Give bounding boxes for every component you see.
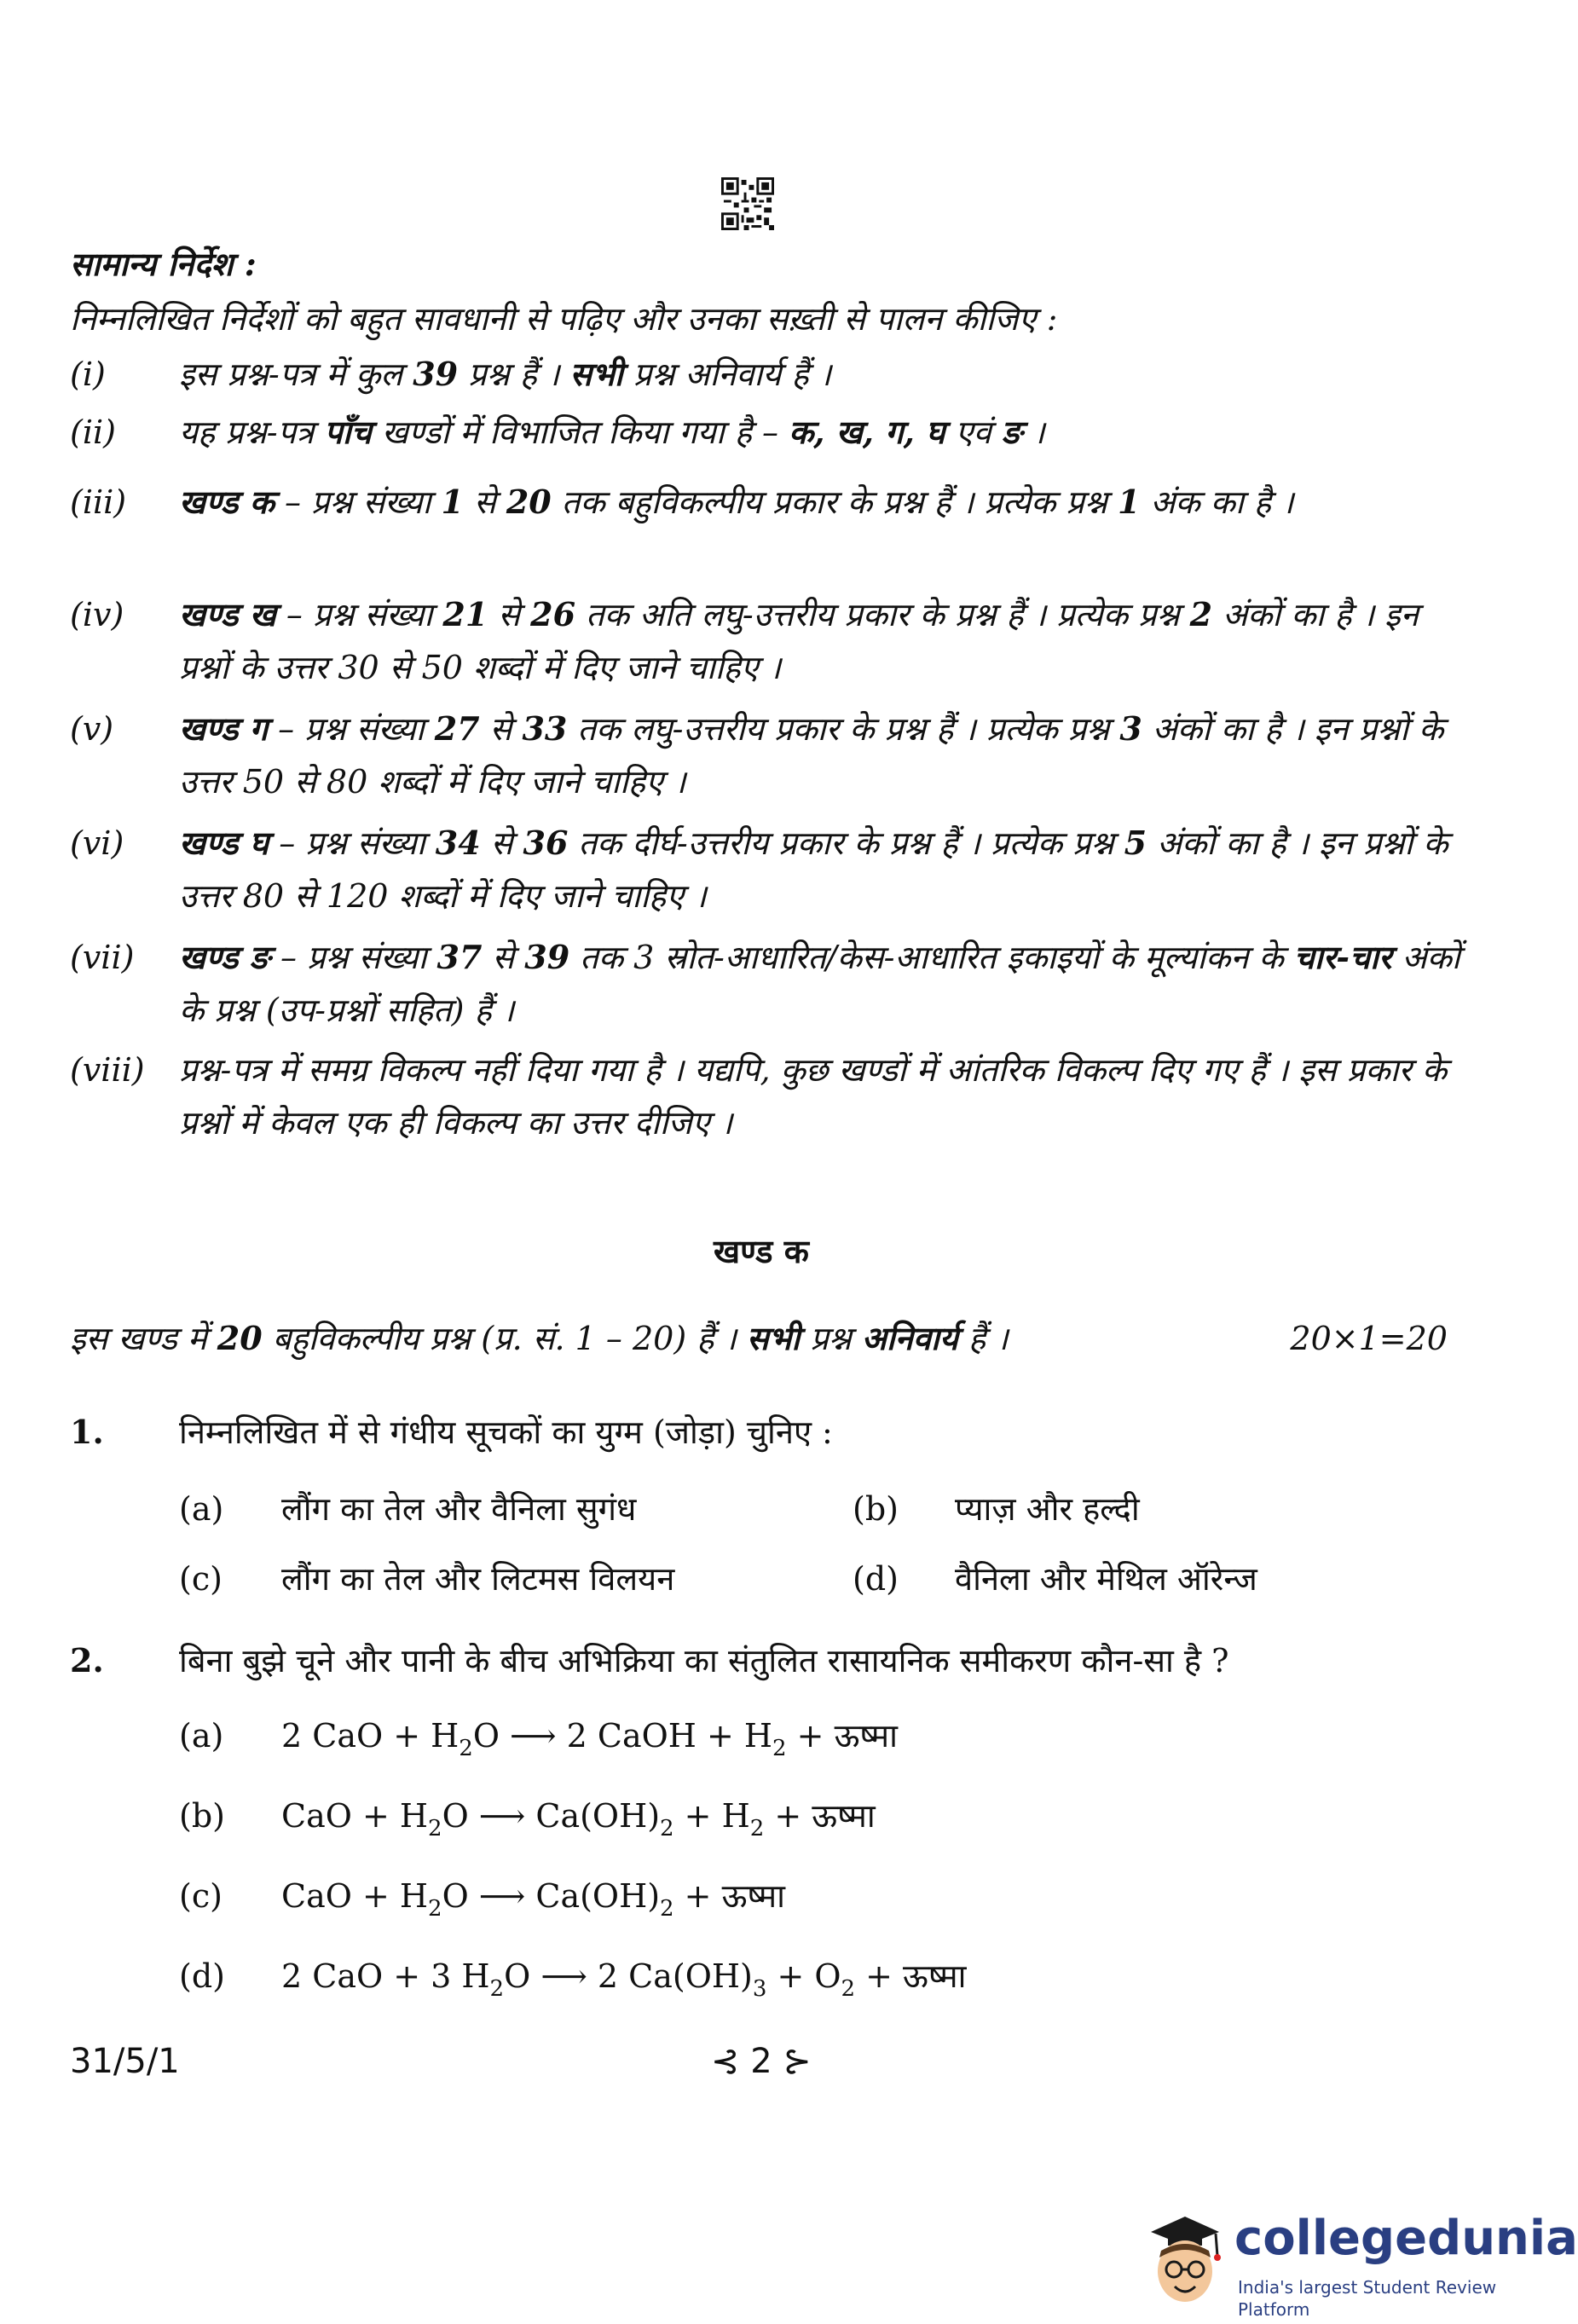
emphasis-text: क, ख, ग, घ xyxy=(789,413,945,451)
question-number: 2. xyxy=(70,1641,104,1679)
text-run: अंकों का है । इन प्रश्नों के उत्तर 80 से 120 शब्दों में दिए जाने चाहिए । xyxy=(179,824,1448,915)
instruction-text xyxy=(179,1043,1468,1149)
instruction-text xyxy=(179,348,1468,401)
text-run: से xyxy=(480,824,523,862)
section-marks: 20×1=20 xyxy=(1290,1320,1448,1357)
question-text: निम्नलिखित में से गंधीय सूचकों का युग्म (जोड़ा) चुनिए : xyxy=(179,1413,833,1451)
emphasis-text: खण्ड ख xyxy=(179,595,276,633)
emphasis-text: 21 xyxy=(442,595,488,633)
brand-name: collegedunia xyxy=(1234,2211,1578,2266)
instruction-text xyxy=(179,702,1468,808)
q2-option-d xyxy=(179,1951,966,2002)
emphasis-text: सभी xyxy=(746,1319,801,1357)
brand-tagline: India's largest Student Review Platform xyxy=(1238,2277,1497,2320)
emphasis-text: 34 xyxy=(435,824,481,862)
emphasis-text: चार-चार xyxy=(1293,938,1392,976)
emphasis-text: 39 xyxy=(413,355,459,393)
option-text: वैनिला और मेथिल ऑरेन्ज xyxy=(955,1560,1257,1598)
text-run: – प्रश्न संख्या xyxy=(268,710,435,748)
instructions-title: सामान्य निर्देश : xyxy=(70,245,257,283)
option-equation: 2 CaO + $H_2O$ ⟶ 2 CaOH + $H_2$ + ऊष्मा xyxy=(281,1717,898,1761)
emphasis-text: 5 xyxy=(1124,824,1147,862)
emphasis-text: सभी xyxy=(569,355,623,393)
text-run: अंकों का है । इन प्रश्नों के उत्तर 30 से 50 शब्दों में दिए जाने चाहिए । xyxy=(179,596,1419,686)
instruction-number: (viii) xyxy=(70,1051,145,1089)
emphasis-text: पाँच xyxy=(324,413,372,451)
instruction-text xyxy=(179,931,1468,1037)
text-run: प्रश्न हैं । xyxy=(458,356,570,393)
mascot-icon xyxy=(1134,2208,1228,2310)
section-title: खण्ड क xyxy=(714,1232,809,1270)
text-run: – प्रश्न संख्या xyxy=(269,824,436,862)
emphasis-text: 20 xyxy=(506,483,552,521)
q2-option-b xyxy=(179,1790,876,1841)
instruction-number: (v) xyxy=(70,710,114,748)
text-run: तक लघु-उत्तरीय प्रकार के प्रश्न हैं । प्रत्येक प्रश्न xyxy=(567,710,1120,748)
emphasis-text: 26 xyxy=(530,595,576,633)
text-run: प्रश्न अनिवार्य हैं । xyxy=(622,356,832,393)
section-intro xyxy=(70,1313,1451,1364)
emphasis-text: 27 xyxy=(434,709,480,748)
option-label: (b) xyxy=(853,1490,899,1528)
text-run: बहुविकल्पीय प्रश्न (प्र. सं. 1 – 20) हैं । xyxy=(262,1320,747,1357)
text-run: प्रश्न-पत्र में समग्र विकल्प नहीं दिया गया है । यद्यपि, कुछ खण्डों में आंतरिक विकल्प दिए गए हैं । इस प्रकार के प्रश्नों में केवल एक ही विकल्प का उत्तर दीजिए । xyxy=(179,1051,1448,1142)
q2-option-a xyxy=(179,1710,898,1761)
option-equation: 2 CaO + 3 $H_2O$ ⟶ 2 $Ca(OH)_3 + O_2$ + ऊष्मा xyxy=(281,1957,967,2002)
instruction-number: (iii) xyxy=(70,483,127,521)
question-text: बिना बुझे चूने और पानी के बीच अभिक्रिया का संतुलित रासायनिक समीकरण कौन-सा है ? xyxy=(179,1642,1229,1679)
instruction-number: (ii) xyxy=(70,413,116,451)
emphasis-text: 2 xyxy=(1189,595,1213,633)
option-label: (c) xyxy=(179,1560,223,1598)
instruction-number: (vii) xyxy=(70,939,135,976)
text-run: । xyxy=(1022,413,1045,451)
emphasis-text: खण्ड ग xyxy=(179,709,269,748)
instruction-number: (vi) xyxy=(70,824,124,862)
text-run: से xyxy=(482,939,525,976)
q1-option-a xyxy=(179,1483,636,1535)
text-run: हैं । xyxy=(957,1320,1009,1357)
q1-option-c xyxy=(179,1553,674,1604)
text-run: तक 3 स्रोत-आधारित/केस-आधारित इकाइयों के मूल्यांकन के xyxy=(569,939,1294,976)
option-text: लौंग का तेल और लिटमस विलयन xyxy=(281,1560,675,1598)
instruction-text xyxy=(179,406,1468,459)
emphasis-text: 33 xyxy=(522,709,568,748)
emphasis-text: 36 xyxy=(523,824,569,862)
emphasis-text: ङ xyxy=(1001,413,1023,451)
text-run: प्रश्न xyxy=(800,1320,862,1357)
paper-code: 31/5/1 xyxy=(70,2042,180,2081)
text-run: – प्रश्न संख्या xyxy=(269,939,437,976)
emphasis-text: 1 xyxy=(1117,483,1141,521)
qr-code-icon xyxy=(721,177,774,230)
text-run: से xyxy=(479,710,523,748)
text-run: तक अति लघु-उत्तरीय प्रकार के प्रश्न हैं । प्रत्येक प्रश्न xyxy=(575,596,1190,633)
text-run: खण्डों में विभाजित किया गया है – xyxy=(371,413,789,451)
instructions-subtitle: निम्नलिखित निर्देशों को बहुत सावधानी से पढ़िए और उनका सख़्ती से पालन कीजिए : xyxy=(70,300,1058,338)
text-run: एवं xyxy=(945,413,1002,451)
emphasis-text: खण्ड घ xyxy=(179,824,269,862)
text-run: यह प्रश्न-पत्र xyxy=(179,413,325,451)
text-run: अंक का है । xyxy=(1140,483,1294,521)
q1-option-b xyxy=(853,1483,1140,1535)
text-run: तक बहुविकल्पीय प्रकार के प्रश्न हैं । प्रत्येक प्रश्न xyxy=(551,483,1118,521)
option-text: लौंग का तेल और वैनिला सुगंध xyxy=(281,1490,637,1528)
text-run: इस प्रश्न-पत्र में कुल xyxy=(179,356,413,393)
instruction-number: (i) xyxy=(70,356,106,393)
instruction-number: (iv) xyxy=(70,596,124,633)
text-run: इस खण्ड में xyxy=(70,1320,217,1357)
option-label: (a) xyxy=(179,1717,224,1755)
emphasis-text: 1 xyxy=(441,483,464,521)
emphasis-text: 3 xyxy=(1119,709,1142,748)
page-number: ⊰ 2 ⊱ xyxy=(711,2042,812,2081)
text-run: अंकों के प्रश्न (उप-प्रश्नों सहित) हैं । xyxy=(179,939,1460,1029)
emphasis-text: 20 xyxy=(217,1319,263,1357)
option-label: (d) xyxy=(853,1560,899,1598)
instruction-text xyxy=(179,817,1468,922)
text-run: अंकों का है । इन प्रश्नों के उत्तर 50 से 80 शब्दों में दिए जाने चाहिए । xyxy=(179,710,1444,801)
emphasis-text: 37 xyxy=(436,938,483,976)
question-number: 1. xyxy=(70,1413,104,1451)
option-equation: CaO + $H_2O$ ⟶ $Ca(OH)_2 + H_2$ + ऊष्मा xyxy=(281,1797,876,1841)
q2-option-c xyxy=(179,1870,785,1922)
emphasis-text: खण्ड ङ xyxy=(179,938,270,976)
emphasis-text: अनिवार्य xyxy=(861,1319,958,1357)
emphasis-text: खण्ड क xyxy=(179,483,275,521)
option-equation: CaO + $H_2O$ ⟶ $Ca(OH)_2$ + ऊष्मा xyxy=(281,1877,785,1922)
q1-option-d xyxy=(853,1553,1257,1604)
emphasis-text: 39 xyxy=(524,938,570,976)
instruction-text xyxy=(179,588,1468,694)
option-label: (b) xyxy=(179,1797,225,1835)
instruction-text xyxy=(179,476,1468,529)
text-run: – प्रश्न संख्या xyxy=(275,596,443,633)
text-run: – प्रश्न संख्या xyxy=(274,483,442,521)
text-run: से xyxy=(488,596,531,633)
option-label: (c) xyxy=(179,1877,223,1915)
text-run: तक दीर्घ-उत्तरीय प्रकार के प्रश्न हैं । प्रत्येक प्रश्न xyxy=(568,824,1124,862)
text-run: से xyxy=(463,483,506,521)
option-label: (a) xyxy=(179,1490,224,1528)
option-label: (d) xyxy=(179,1957,225,1995)
option-text: प्याज़ और हल्दी xyxy=(955,1490,1140,1528)
